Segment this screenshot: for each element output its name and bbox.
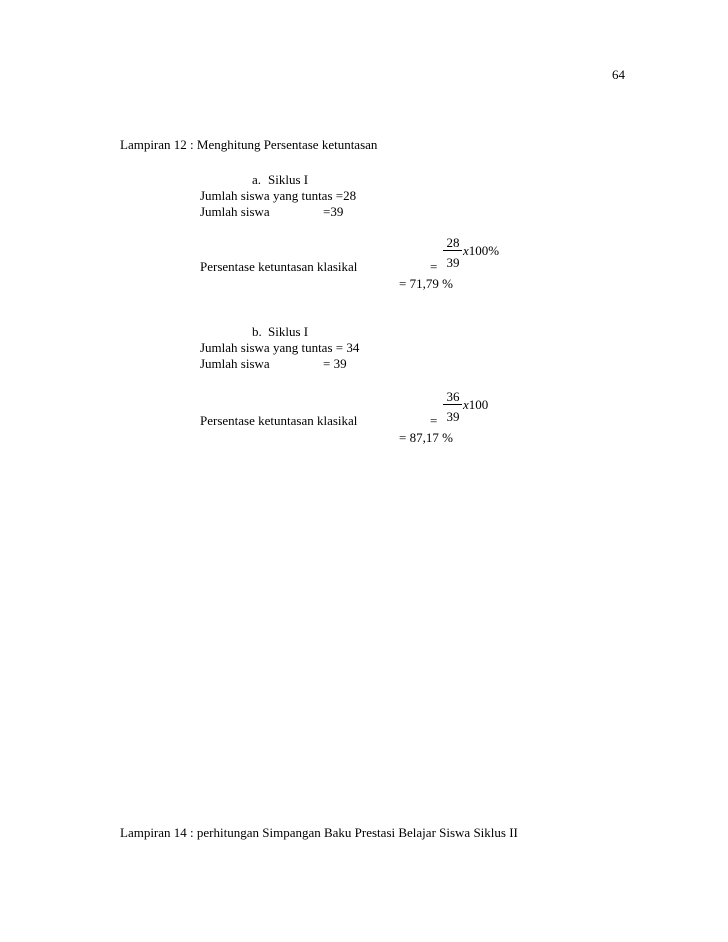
section-a-numerator: 28 [446,235,460,250]
section-b-result: = 87,17 % [399,430,453,445]
section-b-denominator: 39 [446,409,460,424]
section-b-title [252,325,308,338]
section-b-marker: b. [252,324,262,339]
section-a-multiplier [463,244,499,257]
section-a-denominator: 39 [446,255,460,270]
section-a-total-label: Jumlah siswa [200,204,270,219]
section-a-result: = 71,79 % [399,276,453,291]
section-a-title-text: Siklus I [268,172,309,187]
section-b-fraction-bar [443,404,462,405]
section-a-multiplier-value: 100% [468,243,500,258]
appendix-12-heading: Lampiran 12 : Menghitung Persentase ketuntasan [120,137,378,152]
section-b-numerator: 36 [446,389,460,404]
section-b-total-label: Jumlah siswa [200,356,270,371]
appendix-14-heading: Lampiran 14 : perhitungan Simpangan Baku Prestasi Belajar Siswa Siklus II [120,825,518,840]
page-number: 64 [612,67,625,82]
section-a-fraction-bar [443,250,462,251]
section-b-equals: = [430,413,438,428]
section-b-tuntas-line: Jumlah siswa yang tuntas = 34 [200,340,360,355]
section-a-tuntas-line: Jumlah siswa yang tuntas =28 [200,188,357,203]
section-b-percent-label: Persentase ketuntasan klasikal [200,413,358,428]
section-a-marker: a. [252,172,262,187]
section-a-multiplier-x: x [463,243,469,258]
section-a-total-value: =39 [323,204,344,219]
section-a-title [252,173,308,186]
section-b-multiplier [463,398,488,411]
section-b-multiplier-x: x [463,397,469,412]
section-b-title-text: Siklus I [268,324,309,339]
section-b-total-value: = 39 [323,356,347,371]
section-a-equals: = [430,259,438,274]
section-b-multiplier-value: 100 [468,397,489,412]
section-a-percent-label: Persentase ketuntasan klasikal [200,259,358,274]
